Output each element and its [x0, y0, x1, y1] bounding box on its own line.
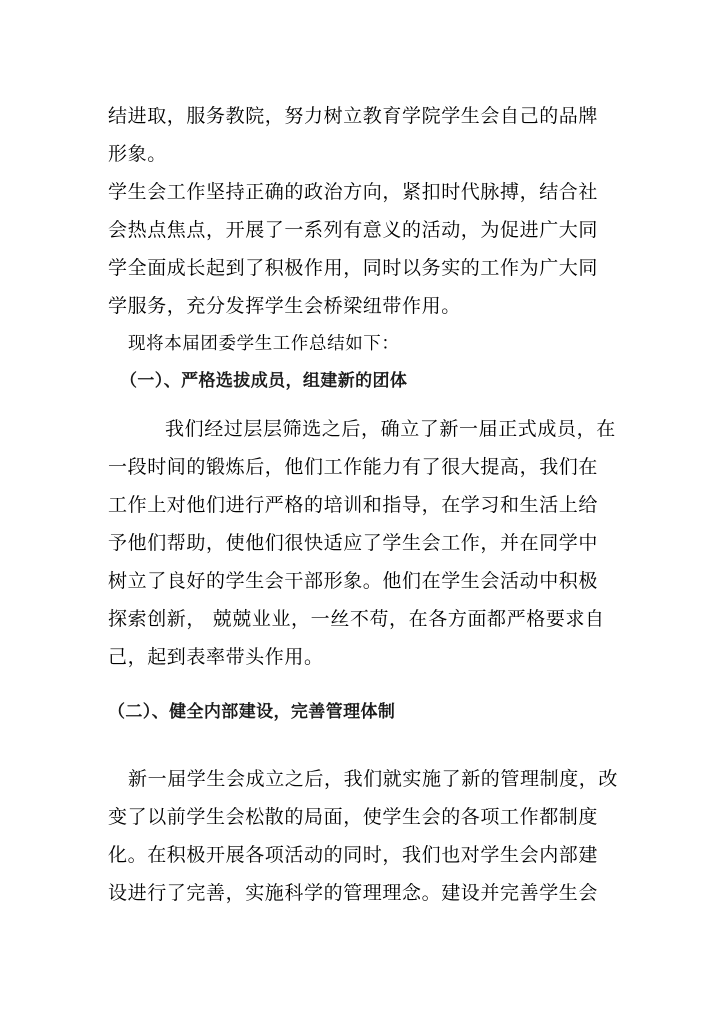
section1-line-3: 工作上对他们进行严格的培训和指导，在学习和生活上给 [108, 494, 599, 516]
section2-line-4: 设进行了完善，实施科学的管理理念。建设并完善学生会 [108, 882, 599, 904]
section1-line-6: 探索创新， 兢兢业业，一丝不苟，在各方面都严格要求自 [108, 608, 605, 630]
section-heading-2: （二）、健全内部建设，完善管理体制 [108, 702, 396, 722]
section2-line-1: 新一届学生会成立之后，我们就实施了新的管理制度，改 [128, 768, 619, 790]
section1-line-2: 一段时间的锻炼后，他们工作能力有了很大提高，我们在 [108, 456, 599, 478]
section2-line-2: 变了以前学生会松散的局面，使学生会的各项工作都制度 [108, 806, 599, 828]
intro-line-1: 结进取，服务教院，努力树立教育学院学生会自己的品牌 [108, 105, 599, 127]
intro-line-3: 学生会工作坚持正确的政治方向，紧扣时代脉搏，结合社 [108, 181, 599, 203]
section-heading-1: （一）、严格选拔成员，组建新的团体 [120, 371, 408, 391]
intro-line-2: 形象。 [108, 143, 167, 165]
section1-line-7: 己，起到表率带头作用。 [108, 646, 324, 668]
intro-summary-line: 现将本届团委学生工作总结如下： [128, 334, 400, 354]
section2-line-3: 化。在积极开展各项活动的同时，我们也对学生会内部建 [108, 844, 599, 866]
intro-line-5: 学全面成长起到了积极作用，同时以务实的工作为广大同 [108, 257, 599, 279]
intro-line-6: 学服务，充分发挥学生会桥梁纽带作用。 [108, 295, 461, 317]
intro-line-4: 会热点焦点，开展了一系列有意义的活动，为促进广大同 [108, 219, 599, 241]
section1-line-5: 树立了良好的学生会干部形象。他们在学生会活动中积极 [108, 570, 599, 592]
section1-line-1: 我们经过层层筛选之后，确立了新一届正式成员，在 [165, 418, 616, 440]
section1-line-4: 予他们帮助，使他们很快适应了学生会工作，并在同学中 [108, 532, 599, 554]
